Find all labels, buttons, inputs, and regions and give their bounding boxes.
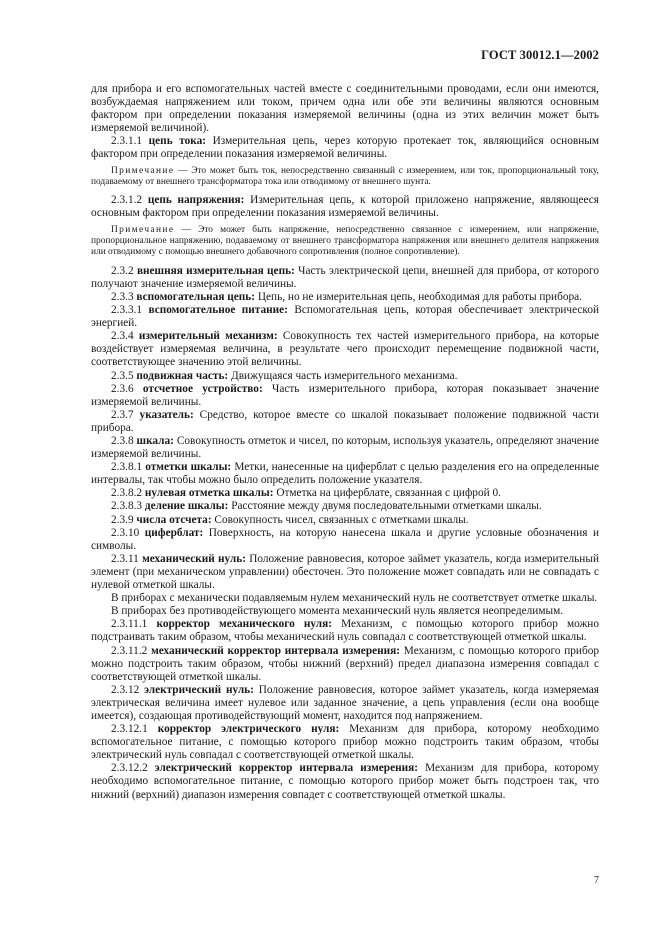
definition: Совокупность тех частей измерительного прибора, на которые воздействует измеряемая величина, в результате чего происходит перемещение подвижной части, соответствующее значению этой величины. xyxy=(91,330,600,369)
paragraph-2-3-9 xyxy=(91,514,599,527)
definition: Отметка на циферблате, связанная с цифрой 0. xyxy=(276,487,501,500)
definition: Измерительная цепь, через которую протекает ток, являющийся основным фактором при определении показания измеряемой величины. xyxy=(91,135,599,161)
paragraph-2-3-6 xyxy=(91,383,599,409)
definition: Цепь, но не измерительная цепь, необходимая для работы прибора. xyxy=(257,290,582,303)
note-label: Примечание xyxy=(111,224,175,235)
clause-number: 2.3.8.1 xyxy=(111,461,143,474)
clause-number: 2.3.11 xyxy=(111,552,139,565)
paragraph-plain xyxy=(91,605,599,618)
clause-number: 2.3.11.1 xyxy=(111,618,148,631)
term: вспомогательное питание: xyxy=(148,304,288,317)
clause-number: 2.3.5 xyxy=(111,369,134,382)
standard-header: ГОСТ 30012.1—2002 xyxy=(481,48,599,62)
paragraph-2-3-7 xyxy=(91,409,599,435)
definition: Положение равновесия, которое займет указатель, когда измерительный элемент (при механическом управлении) обесточен. Это положение может совпадать или не совпадать с нулевой отметкой шкалы. xyxy=(91,552,599,592)
clause-number: 2.3.8 xyxy=(111,435,134,447)
definition: Метки, нанесенные на циферблат с целью разделения его на определенные интервалы, так чтобы можно было определить положение указателя. xyxy=(91,461,599,487)
paragraph-plain xyxy=(91,592,599,605)
note-1 xyxy=(91,166,599,189)
definition: Средство, которое вместе со шкалой показывает положение подвижной части прибора. xyxy=(91,408,599,434)
paragraph-2-3-8 xyxy=(91,435,599,461)
clause-number: 2.3.12.1 xyxy=(111,723,148,736)
paragraph-2-3-8-1 xyxy=(91,461,599,487)
term: числа отсчета: xyxy=(136,513,212,526)
paragraph-text: В приборах с механически подавляемым нулем механический нуль не соответствует отметке шкалы. xyxy=(111,592,598,605)
term: электрический корректор интервала измерения: xyxy=(154,762,418,775)
term: механический нуль: xyxy=(142,552,246,565)
term: отметки шкалы: xyxy=(145,461,232,474)
paragraph-2-3-11-2 xyxy=(91,645,599,684)
term: вспомогательная цепь: xyxy=(136,290,256,303)
definition: Часть электрической цепи, внешней для прибора, от которого получают значение измеряемой величины. xyxy=(91,264,599,290)
clause-number: 2.3.12 xyxy=(111,683,140,696)
term: указатель: xyxy=(139,408,194,421)
note-text: — Это может быть напряжение, непосредственно связанное с измерением, или напряжение, пропорциональное напряжению, подаваемому от внешнего трансформатора напряжения или внешнего делителя напряжения или отводимому с помощью внешнего добавочного сопротивления (полное сопротивление). xyxy=(91,224,599,258)
clause-number: 2.3.3 xyxy=(111,290,134,303)
definition: Положение равновесия, которое займет указатель, когда измеряемая электрическая величина имеет нулевое или заданное значение, а цепь управления (если она вообще имеется), создающая противодействующий момент, находится под напряжением. xyxy=(91,683,600,722)
definition: Измерительная цепь, к которой приложено напряжение, являющееся основным фактором при определении показания измеряемой величины. xyxy=(91,194,599,220)
term: циферблат: xyxy=(144,526,204,539)
note-text: — Это может быть ток, непосредственно связанный с измерением, или ток, пропорциональный току, подаваемому от внешнего трансформатора тока или отводимому от внешнего шунта. xyxy=(91,165,599,187)
paragraph-2-3-2 xyxy=(91,265,599,291)
clause-number: 2.3.11.2 xyxy=(111,644,148,657)
clause-number: 2.3.4 xyxy=(111,330,134,343)
page-number: 7 xyxy=(594,875,599,886)
paragraph-2-3-1-1 xyxy=(91,135,599,161)
paragraph-continuation xyxy=(91,83,599,135)
definition: Часть измерительного прибора, которая показывает значение измеряемой величины. xyxy=(91,382,599,408)
definition: Поверхность, на которую нанесена шкала и другие условные обозначения и символы. xyxy=(91,526,599,552)
definition: Расстояние между двумя последовательными отметками шкалы. xyxy=(231,500,542,513)
definition: Совокупность отметок и чисел, по которым, используя указатель, определяют значение измеряемой величины. xyxy=(91,435,600,461)
page-content xyxy=(91,83,599,802)
definition: Механизм, с помощью которого прибор можно подстроить таким образом, чтобы нижний (верхний) предел диапазона измерения совпадал с соответствующей отметкой шкалы. xyxy=(91,644,600,683)
paragraph-2-3-12 xyxy=(91,684,599,723)
definition: Механизм, с помощью которого прибор можно подстраивать таким образом, чтобы механический нуль совпадал с соответствующей отметкой шкалы. xyxy=(91,618,600,644)
note-label: Примечание xyxy=(111,165,175,176)
paragraph-text: В приборах без противодействующего момента механический нуль является неопределимым. xyxy=(111,605,564,618)
paragraph-2-3-10 xyxy=(91,527,599,553)
clause-number: 2.3.9 xyxy=(111,513,134,526)
paragraph-2-3-11-1 xyxy=(91,618,599,644)
term: измерительный механизм: xyxy=(138,330,278,343)
term: механический корректор интервала измерения: xyxy=(151,644,401,657)
term: электрический нуль: xyxy=(144,683,254,696)
term: цепь напряжения: xyxy=(147,194,245,207)
paragraph-2-3-12-2 xyxy=(91,762,599,801)
paragraph-2-3-4 xyxy=(91,330,599,369)
paragraph-2-3-5 xyxy=(91,370,599,383)
clause-number: 2.3.1.1 xyxy=(111,135,143,148)
paragraph-2-3-8-3 xyxy=(91,500,599,513)
paragraph-2-3-12-1 xyxy=(91,723,599,762)
paragraph-2-3-3-1 xyxy=(91,304,599,330)
term: цепь тока: xyxy=(148,135,207,148)
term: отсчетное устройство: xyxy=(142,382,263,395)
clause-number: 2.3.1.2 xyxy=(111,194,143,207)
clause-number: 2.3.3.1 xyxy=(111,304,143,317)
paragraph-2-3-8-2 xyxy=(91,487,599,500)
term: шкала: xyxy=(136,435,174,447)
clause-number: 2.3.12.2 xyxy=(111,762,148,775)
clause-number: 2.3.6 xyxy=(111,382,134,395)
clause-number: 2.3.2 xyxy=(111,264,134,277)
clause-number: 2.3.10 xyxy=(111,526,140,539)
paragraph-2-3-1-2 xyxy=(91,194,599,220)
definition: Механизм для прибора, которому необходимо вспомогательное питание, с помощью которого прибор можно подстроить таким образом, чтобы электрический нуль совпадал с соответствующей отметкой шкалы. xyxy=(91,723,600,762)
paragraph-text: для прибора и его вспомогательных частей вместе с соединительными проводами, если они имеются, возбуждаемая напряжением или током, причем одна или обе эти величины являются основным фактором при определении показания измеряемой величины (одна из этих величин может быть измеряемой величиной). xyxy=(91,83,599,135)
clause-number: 2.3.7 xyxy=(111,408,134,421)
term: деление шкалы: xyxy=(144,500,229,513)
term: нулевая отметка шкалы: xyxy=(144,487,274,500)
term: подвижная часть: xyxy=(136,369,229,382)
paragraph-2-3-3 xyxy=(91,291,599,304)
definition: Движущаяся часть измерительного механизма. xyxy=(231,369,458,382)
term: корректор электрического нуля: xyxy=(157,723,340,736)
paragraph-2-3-11 xyxy=(91,553,599,592)
definition: Механизм для прибора, которому необходимо вспомогательное питание, с помощью которого прибор может быть подстроен так, что нижний (верхний) диапазон измерения совпадет с соответствующей отметкой шкалы. xyxy=(91,762,600,801)
term: внешняя измерительная цепь: xyxy=(136,264,295,277)
term: корректор механического нуля: xyxy=(156,618,332,631)
note-2 xyxy=(91,225,599,259)
definition: Совокупность чисел, связанных с отметками шкалы. xyxy=(214,513,469,526)
clause-number: 2.3.8.3 xyxy=(111,500,143,513)
definition: Вспомогательная цепь, которая обеспечивает электрической энергией. xyxy=(91,304,600,330)
clause-number: 2.3.8.2 xyxy=(111,487,143,500)
